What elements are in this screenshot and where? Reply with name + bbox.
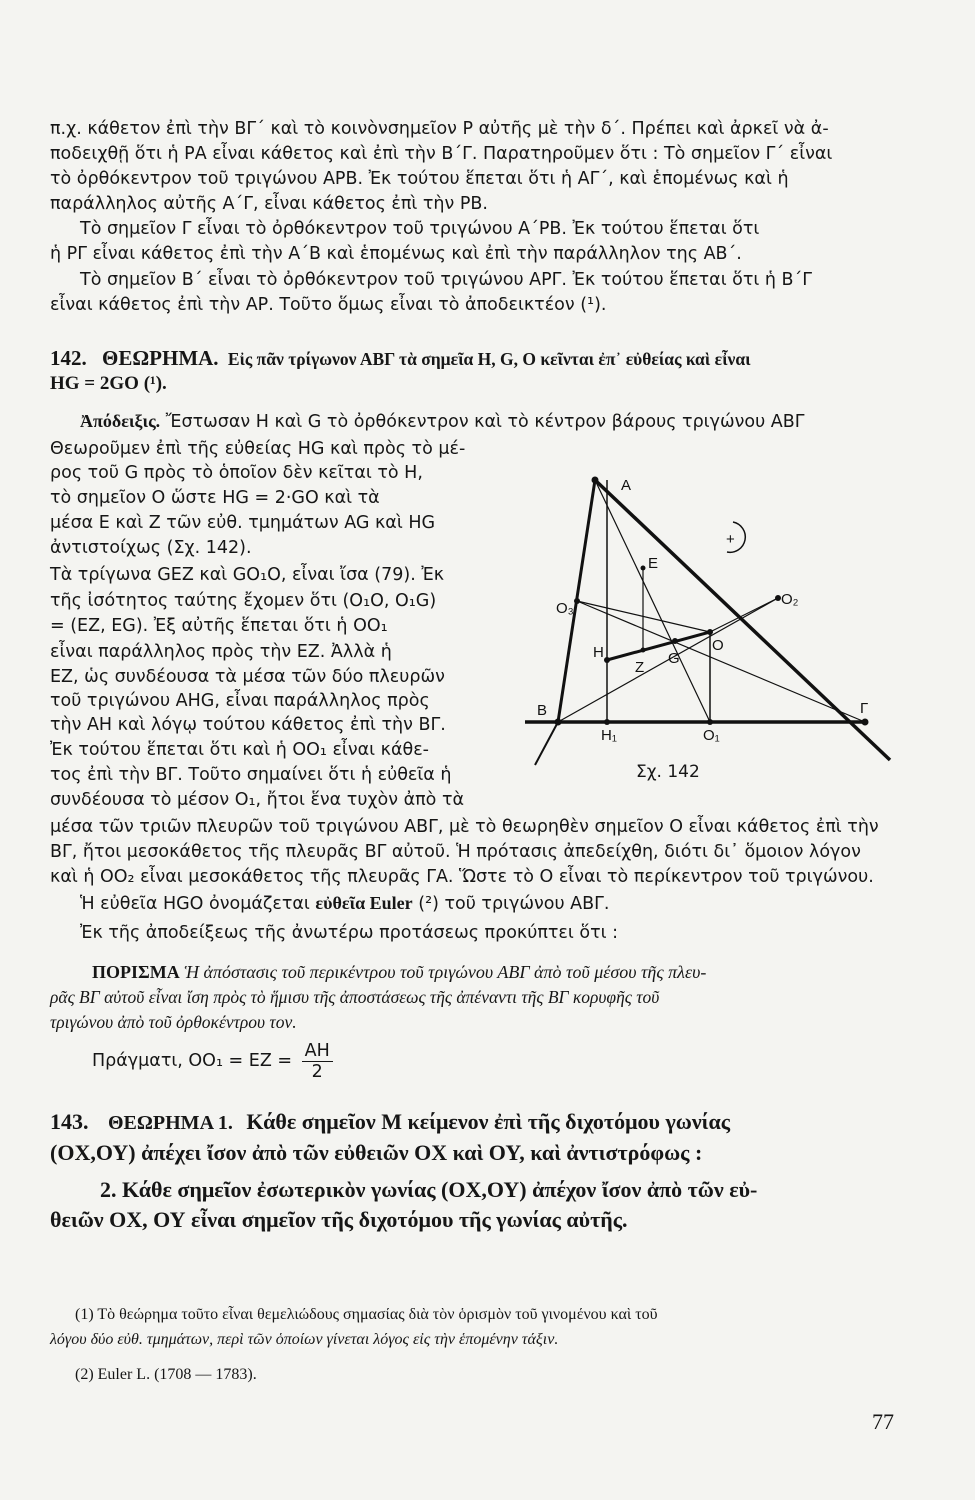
theorem-title: ΘΕΩΡΗΜΑ 1. (108, 1112, 233, 1134)
median-go3 (577, 601, 865, 722)
equation-fraction (302, 1041, 333, 1082)
label-h1: H₁ (601, 727, 617, 744)
label-h: H (593, 644, 604, 661)
proof-text: Ἔστωσαν Η καὶ G τὸ ὀρθόκεντρον καὶ τὸ κέντρον βάρους τριγώνου ΑΒΓ (165, 412, 805, 432)
theorem-142-heading (50, 344, 751, 373)
triangle-diagram (515, 460, 905, 790)
corollary-text: Ἡ ἀπόστασις τοῦ περικέντρου τοῦ τριγώνου ΑΒΓ ἀπὸ τοῦ μέσου τῆς πλευ- (184, 962, 707, 982)
theorem-number: 142. (50, 346, 87, 370)
theorem-title: ΘΕΩΡΗΜΑ. (102, 346, 219, 370)
text-line: ρος τοῦ G πρὸς τὸ ὁποῖον δὲν κεῖται τὸ Η, (50, 463, 423, 483)
footnote-1-cont: λόγου δύο εὐθ. τμημάτων, περὶ τῶν ὁποίων γίνεται λόγος εἰς τὴν ἑπομένην τάξιν. (50, 1331, 559, 1348)
fraction-denominator: 2 (311, 1061, 323, 1082)
corollary-label: ΠΟΡΙΣΜΑ (92, 962, 180, 982)
euler-line-text (80, 892, 609, 915)
theorem-statement-cont: HG = 2GO (¹). (50, 373, 167, 394)
equation (92, 1040, 333, 1082)
text-line: Ἐκ τῆς ἀποδείξεως τῆς ἀνωτέρω προτάσεως προκύπτει ὅτι : (80, 923, 618, 943)
theorem-number: 143. (50, 1109, 89, 1134)
text-line: Θεωροῦμεν ἐπὶ τῆς εὐθείας HG καὶ πρὸς τὸ μέ- (50, 439, 466, 459)
text-line: καὶ ἡ ΟΟ₂ εἶναι μεσοκάθετος τῆς πλευρᾶς ΓΑ. Ὥστε τὸ Ο εἶναι τὸ περίκεντρον τοῦ τριγώνου. (50, 867, 874, 887)
text-line: συνδέουσα τὸ μέσον Ο₁, ἤτοι ἕνα τυχὸν ἀπὸ τὰ (50, 790, 465, 810)
theorem-statement: Εἰς πᾶν τρίγωνον ΑΒΓ τὰ σημεῖα Η, G, O κεῖνται ἐπ᾿ εὐθείας καὶ εἶναι (227, 349, 751, 369)
text-line: ΒΓ, ἤτοι μεσοκάθετος τῆς πλευρᾶς ΒΓ αὐτοῦ. Ἡ πρότασις ἀπεδείχθη, διότι δι᾿ ὅμοιον λόγον (50, 842, 861, 862)
figure-caption: Σχ. 142 (636, 762, 700, 782)
label-o1: O₁ (703, 727, 720, 744)
text-line: τὸ ὀρθόκεντρον τοῦ τριγώνου ΑΡΒ. Ἐκ τούτου ἕπεται ὅτι ἡ ΑΓ΄, καὶ ἑπομένως καὶ ἡ (50, 169, 789, 189)
text-line: τος ἐπὶ τὴν ΒΓ. Τοῦτο σημαίνει ὅτι ἡ εὐθεῖα ἡ (50, 765, 452, 785)
text-line: ἀντιστοίχως (Σχ. 142). (50, 538, 252, 558)
label-g: G (668, 650, 680, 667)
side-ab-ext (535, 722, 558, 765)
theorem-143-line-1 (50, 1108, 730, 1137)
text-line: τοῦ τριγώνου ΑΗG, εἶναι παράλληλος πρὸς (50, 691, 430, 711)
footnote-1: (1) Τὸ θεώρημα τοῦτο εἶναι θεμελιώδους σημασίας διὰ τὸν ὁρισμὸν τοῦ γινομένου καὶ τοῦ (75, 1306, 658, 1323)
text-line: π.χ. κάθετον ἐπὶ τὴν ΒΓ΄ καὶ τὸ κοινὸνσημεῖον Ρ αὐτῆς μὲ τὴν δ΄. Πρέπει καὶ ἀρκεῖ νὰ ἀ- (50, 119, 829, 139)
euler-pre: Ἡ εὐθεῖα HGO ὀνομάζεται (80, 894, 310, 914)
text-line: ΕΖ, ὡς συνδέουσα τὰ μέσα τῶν δύο πλευρῶν (50, 667, 445, 687)
proof-label: Ἀπόδειξις. (80, 411, 161, 431)
text-line: Τὰ τρίγωνα GEZ καὶ GO₁O, εἶναι ἴσα (79). Ἐκ (50, 565, 445, 585)
corollary-line-1 (92, 961, 706, 983)
text-line: Τὸ σημεῖον Β΄ εἶναι τὸ ὀρθόκεντρον τοῦ τριγώνου ΑΡΓ. Ἐκ τούτου ἕπεται ὅτι ἡ Β΄Γ (80, 270, 813, 290)
label-e: E (648, 555, 659, 572)
footnote-2: (2) Euler L. (1708 — 1783). (75, 1366, 257, 1383)
euler-line (607, 632, 710, 660)
text-line: τὸ σημεῖον Ο ὥστε HG = 2·GO καὶ τὰ (50, 488, 380, 508)
euler-post: (²) τοῦ τριγώνου ΑΒΓ. (418, 894, 610, 914)
text-line: τῆς ἰσότητος ταύτης ἔχομεν ὅτι (O₁O, O₁G) (50, 591, 437, 611)
text-line: = (ΕΖ, ΕG). Ἐξ αὐτῆς ἕπεται ὅτι ἡ ΟΟ₁ (50, 616, 388, 636)
equation-prefix: Πράγματι, ΟΟ₁ = ΕΖ = (92, 1051, 293, 1071)
label-plus: + (726, 531, 735, 548)
text-line: μέσα τῶν τριῶν πλευρῶν τοῦ τριγώνου ΑΒΓ, μὲ τὸ θεωρηθὲν σημεῖον Ο εἶναι κάθετος ἐπὶ τὴν (50, 817, 879, 837)
text-line: μέσα Ε καὶ Ζ τῶν εὐθ. τμημάτων AG καὶ HG (50, 513, 436, 533)
text-line: Τὸ σημεῖον Γ εἶναι τὸ ὀρθόκεντρον τοῦ τριγώνου Α΄ΡΒ. Ἐκ τούτου ἕπεται ὅτι (80, 219, 760, 239)
proof-first-line (80, 410, 805, 433)
page-number: 77 (872, 1409, 894, 1434)
theorem-143-line-2: (ΟΧ,ΟΥ) ἀπέχει ἴσον ἀπὸ τῶν εὐθειῶν ΟΧ καὶ ΟΥ, καὶ ἀντιστρόφως : (50, 1140, 703, 1165)
median-ao1 (595, 480, 710, 722)
text-line: εἶναι κάθετος ἐπὶ τὴν ΑΡ. Τοῦτο ὅμως εἶναι τὸ ἀποδεικτέον (¹). (50, 295, 607, 315)
text-line: τὴν ΑΗ καὶ λόγῳ τούτου κάθετος ἐπὶ τὴν ΒΓ. (50, 715, 446, 735)
label-a: A (621, 477, 632, 494)
label-o2: O₂ (781, 591, 799, 608)
label-b: B (537, 702, 548, 719)
label-o: O (712, 637, 724, 654)
text-line: παράλληλος αὐτῆς Α΄Γ, εἶναι κάθετος ἐπὶ τὴν ΡΒ. (50, 194, 488, 214)
corollary-line-2: ρᾶς ΒΓ αὐτοῦ εἶναι ἴση πρὸς τὸ ἥμισυ τῆς ἀποστάσεως τῆς ἀπέναντι τῆς ΒΓ κορυφῆς τοῦ (50, 987, 660, 1007)
fraction-numerator: ΑΗ (302, 1041, 333, 1062)
corollary-line-3: τριγώνου ἀπὸ τοῦ ὀρθοκέντρου τον. (50, 1012, 297, 1032)
label-o3: O₃ (556, 600, 574, 617)
theorem-statement: Κάθε σημεῖον Μ κείμενον ἐπὶ τῆς διχοτόμου γωνίας (246, 1109, 731, 1134)
text-line: εἶναι παράλληλος πρὸς τὴν ΕΖ. Ἀλλὰ ἡ (50, 642, 392, 662)
theorem-143-line-4: θειῶν ΟΧ, ΟΥ εἶναι σημεῖον τῆς διχοτόμου τῆς γωνίας αὐτῆς. (50, 1207, 628, 1232)
theorem-143-line-3: 2. Κάθε σημεῖον ἐσωτερικὸν γωνίας (ΟΧ,ΟΥ) ἀπέχον ἴσον ἀπὸ τῶν εὐ- (100, 1177, 758, 1202)
text-line: Ἐκ τούτου ἕπεται ὅτι καὶ ἡ ΟΟ₁ εἶναι κάθε- (50, 740, 429, 760)
text-line: ἡ ΡΓ εἶναι κάθετος ἐπὶ τὴν Α΄Β καὶ ἑπομένως καὶ ἐπὶ τὴν παράλληλον της ΑΒ΄. (50, 244, 742, 264)
euler-name: εὐθεῖα Euler (315, 893, 413, 913)
label-gamma: Γ (860, 700, 869, 717)
label-z: Z (635, 659, 645, 676)
figure-142 (515, 460, 905, 790)
side-ag (595, 480, 890, 760)
bisector-oo2 (710, 598, 778, 632)
text-line: ποδειχθῇ ὅτι ἡ ΡΑ εἶναι κάθετος καὶ ἐπὶ τὴν Β΄Γ. Παρατηροῦμεν ὅτι : Τὸ σημεῖον Γ΄ εἶναι (50, 144, 833, 164)
